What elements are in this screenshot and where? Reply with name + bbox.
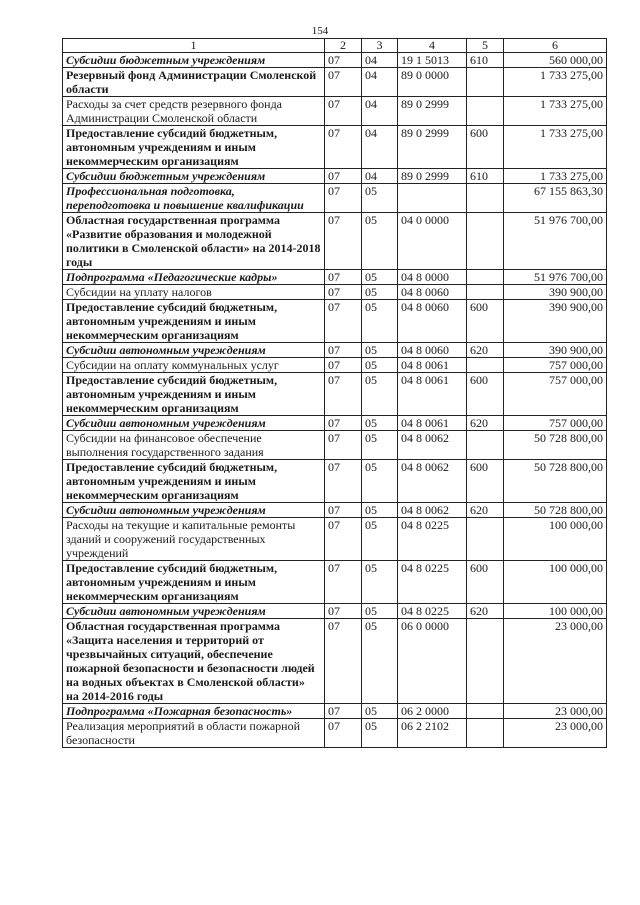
target-article-code: 04 8 0062: [398, 503, 467, 518]
column-header: 4: [398, 39, 467, 53]
subsection-code: 05: [362, 619, 398, 704]
expense-type-code: [467, 619, 504, 704]
item-name: Субсидии автономным учреждениям: [63, 604, 325, 619]
subsection-code: 05: [362, 300, 398, 343]
amount: 1 733 275,00: [504, 169, 607, 184]
item-name: Субсидии автономным учреждениям: [63, 503, 325, 518]
subsection-code: 05: [362, 431, 398, 460]
expense-type-code: [467, 68, 504, 97]
amount: 51 976 700,00: [504, 213, 607, 270]
expense-type-code: [467, 431, 504, 460]
subsection-code: 05: [362, 358, 398, 373]
amount: 100 000,00: [504, 604, 607, 619]
target-article-code: 04 8 0060: [398, 300, 467, 343]
table-row: [63, 431, 607, 460]
subsection-code: 05: [362, 719, 398, 748]
amount: 23 000,00: [504, 619, 607, 704]
column-header: 1: [63, 39, 325, 53]
section-code: 07: [325, 126, 362, 169]
table-row: [63, 704, 607, 719]
expense-type-code: [467, 285, 504, 300]
section-code: 07: [325, 704, 362, 719]
item-name: Субсидии бюджетным учреждениям: [63, 53, 325, 68]
item-name: Профессиональная подготовка, переподготовка и повышение квалификации: [63, 184, 325, 213]
table-row: [63, 619, 607, 704]
table-row: [63, 373, 607, 416]
section-code: 07: [325, 270, 362, 285]
target-article-code: 04 8 0225: [398, 561, 467, 604]
subsection-code: 04: [362, 68, 398, 97]
target-article-code: 04 8 0060: [398, 343, 467, 358]
expense-type-code: 620: [467, 604, 504, 619]
item-name: Предоставление субсидий бюджетным, автономным учреждениям и иным некоммерческим организациям: [63, 126, 325, 169]
item-name: Предоставление субсидий бюджетным, автономным учреждениям и иным некоммерческим организациям: [63, 460, 325, 503]
subsection-code: 05: [362, 285, 398, 300]
section-code: 07: [325, 619, 362, 704]
target-article-code: 04 0 0000: [398, 213, 467, 270]
subsection-code: 04: [362, 97, 398, 126]
subsection-code: 05: [362, 270, 398, 285]
expense-type-code: 600: [467, 460, 504, 503]
subsection-code: 05: [362, 503, 398, 518]
target-article-code: 04 8 0225: [398, 518, 467, 561]
item-name: Расходы за счет средств резервного фонда Администрации Смоленской области: [63, 97, 325, 126]
item-name: Реализация мероприятий в области пожарной безопасности: [63, 719, 325, 748]
table-row: [63, 300, 607, 343]
table-row: [63, 169, 607, 184]
table-row: [63, 213, 607, 270]
table-row: [63, 285, 607, 300]
expense-type-code: 620: [467, 503, 504, 518]
column-header: 6: [504, 39, 607, 53]
section-code: 07: [325, 431, 362, 460]
subsection-code: 05: [362, 416, 398, 431]
target-article-code: 19 1 5013: [398, 53, 467, 68]
target-article-code: 04 8 0061: [398, 416, 467, 431]
amount: 100 000,00: [504, 561, 607, 604]
amount: 1 733 275,00: [504, 126, 607, 169]
expense-type-code: [467, 358, 504, 373]
section-code: 07: [325, 169, 362, 184]
subsection-code: 05: [362, 184, 398, 213]
expense-type-code: 610: [467, 169, 504, 184]
table-row: [63, 416, 607, 431]
target-article-code: 06 2 0000: [398, 704, 467, 719]
column-header: 3: [362, 39, 398, 53]
amount: 67 155 863,30: [504, 184, 607, 213]
target-article-code: 04 8 0000: [398, 270, 467, 285]
target-article-code: [398, 184, 467, 213]
item-name: Подпрограмма «Пожарная безопасность»: [63, 704, 325, 719]
table-row: [63, 358, 607, 373]
subsection-code: 04: [362, 169, 398, 184]
budget-table: [62, 38, 607, 748]
column-header: 5: [467, 39, 504, 53]
item-name-line: Областная государственная программа «Защита населения и территорий от чрезвычайных ситуаций, обеспечение пожарной безопасности и безопасности людей на водных объектах в Смоленской области»: [66, 619, 315, 689]
target-article-code: 04 8 0225: [398, 604, 467, 619]
amount: 757 000,00: [504, 416, 607, 431]
expense-type-code: 610: [467, 53, 504, 68]
subsection-code: 05: [362, 460, 398, 503]
expense-type-code: 600: [467, 126, 504, 169]
section-code: 07: [325, 343, 362, 358]
section-code: 07: [325, 97, 362, 126]
item-name-line: на 2014-2016 годы: [66, 689, 164, 703]
amount: 50 728 800,00: [504, 503, 607, 518]
item-name: [63, 619, 325, 704]
expense-type-code: [467, 213, 504, 270]
target-article-code: 89 0 2999: [398, 97, 467, 126]
target-article-code: 89 0 2999: [398, 169, 467, 184]
amount: 390 900,00: [504, 300, 607, 343]
item-name: Подпрограмма «Педагогические кадры»: [63, 270, 325, 285]
subsection-code: 04: [362, 53, 398, 68]
target-article-code: 04 8 0061: [398, 373, 467, 416]
expense-type-code: 600: [467, 373, 504, 416]
subsection-code: 05: [362, 213, 398, 270]
subsection-code: 05: [362, 604, 398, 619]
target-article-code: 89 0 2999: [398, 126, 467, 169]
table-row: [63, 460, 607, 503]
section-code: 07: [325, 518, 362, 561]
subsection-code: 05: [362, 373, 398, 416]
amount: 23 000,00: [504, 704, 607, 719]
table-row: [63, 68, 607, 97]
amount: 50 728 800,00: [504, 431, 607, 460]
page-number: 154: [311, 25, 329, 37]
target-article-code: 04 8 0061: [398, 358, 467, 373]
section-code: 07: [325, 68, 362, 97]
table-row: [63, 270, 607, 285]
column-header: 2: [325, 39, 362, 53]
item-name: Субсидии автономным учреждениям: [63, 416, 325, 431]
target-article-code: 06 2 2102: [398, 719, 467, 748]
expense-type-code: [467, 704, 504, 719]
section-code: 07: [325, 285, 362, 300]
table-row: [63, 604, 607, 619]
amount: 757 000,00: [504, 373, 607, 416]
table-row: [63, 97, 607, 126]
item-name: Субсидии автономным учреждениям: [63, 343, 325, 358]
expense-type-code: 600: [467, 300, 504, 343]
expense-type-code: [467, 184, 504, 213]
item-name: Субсидии на финансовое обеспечение выполнения государственного задания: [63, 431, 325, 460]
section-code: 07: [325, 373, 362, 416]
amount: 390 900,00: [504, 285, 607, 300]
section-code: 07: [325, 604, 362, 619]
section-code: 07: [325, 358, 362, 373]
table-row: [63, 126, 607, 169]
target-article-code: 04 8 0060: [398, 285, 467, 300]
amount: 1 733 275,00: [504, 68, 607, 97]
table-row: [63, 503, 607, 518]
table-body: [63, 53, 607, 748]
table-row: [63, 343, 607, 358]
section-code: 07: [325, 719, 362, 748]
item-name: Субсидии на уплату налогов: [63, 285, 325, 300]
item-name: Расходы на текущие и капитальные ремонты зданий и сооружений государственных учреждений: [63, 518, 325, 561]
table-row: [63, 561, 607, 604]
table-row: [63, 53, 607, 68]
table-row: [63, 719, 607, 748]
amount: 51 976 700,00: [504, 270, 607, 285]
target-article-code: 04 8 0062: [398, 460, 467, 503]
table-row: [63, 518, 607, 561]
amount: 50 728 800,00: [504, 460, 607, 503]
target-article-code: 89 0 0000: [398, 68, 467, 97]
subsection-code: 05: [362, 518, 398, 561]
expense-type-code: 600: [467, 561, 504, 604]
section-code: 07: [325, 416, 362, 431]
item-name: Областная государственная программа «Развитие образования и молодежной политики в Смоленской области» на 2014-2018 годы: [63, 213, 325, 270]
subsection-code: 05: [362, 343, 398, 358]
expense-type-code: [467, 719, 504, 748]
amount: 757 000,00: [504, 358, 607, 373]
subsection-code: 05: [362, 561, 398, 604]
amount: 390 900,00: [504, 343, 607, 358]
subsection-code: 04: [362, 126, 398, 169]
amount: 560 000,00: [504, 53, 607, 68]
section-code: 07: [325, 300, 362, 343]
amount: 1 733 275,00: [504, 97, 607, 126]
item-name: Резервный фонд Администрации Смоленской области: [63, 68, 325, 97]
item-name: Субсидии на оплату коммунальных услуг: [63, 358, 325, 373]
section-code: 07: [325, 53, 362, 68]
expense-type-code: 620: [467, 416, 504, 431]
item-name: Предоставление субсидий бюджетным, автономным учреждениям и иным некоммерческим организациям: [63, 373, 325, 416]
section-code: 07: [325, 213, 362, 270]
item-name: Субсидии бюджетным учреждениям: [63, 169, 325, 184]
item-name: Предоставление субсидий бюджетным, автономным учреждениям и иным некоммерческим организациям: [63, 561, 325, 604]
subsection-code: 05: [362, 704, 398, 719]
section-code: 07: [325, 184, 362, 213]
section-code: 07: [325, 503, 362, 518]
table-header-row: [63, 39, 607, 53]
target-article-code: 04 8 0062: [398, 431, 467, 460]
expense-type-code: [467, 518, 504, 561]
expense-type-code: [467, 97, 504, 126]
section-code: 07: [325, 460, 362, 503]
amount: 23 000,00: [504, 719, 607, 748]
expense-type-code: [467, 270, 504, 285]
section-code: 07: [325, 561, 362, 604]
target-article-code: 06 0 0000: [398, 619, 467, 704]
item-name: Предоставление субсидий бюджетным, автономным учреждениям и иным некоммерческим организациям: [63, 300, 325, 343]
amount: 100 000,00: [504, 518, 607, 561]
table-row: [63, 184, 607, 213]
expense-type-code: 620: [467, 343, 504, 358]
